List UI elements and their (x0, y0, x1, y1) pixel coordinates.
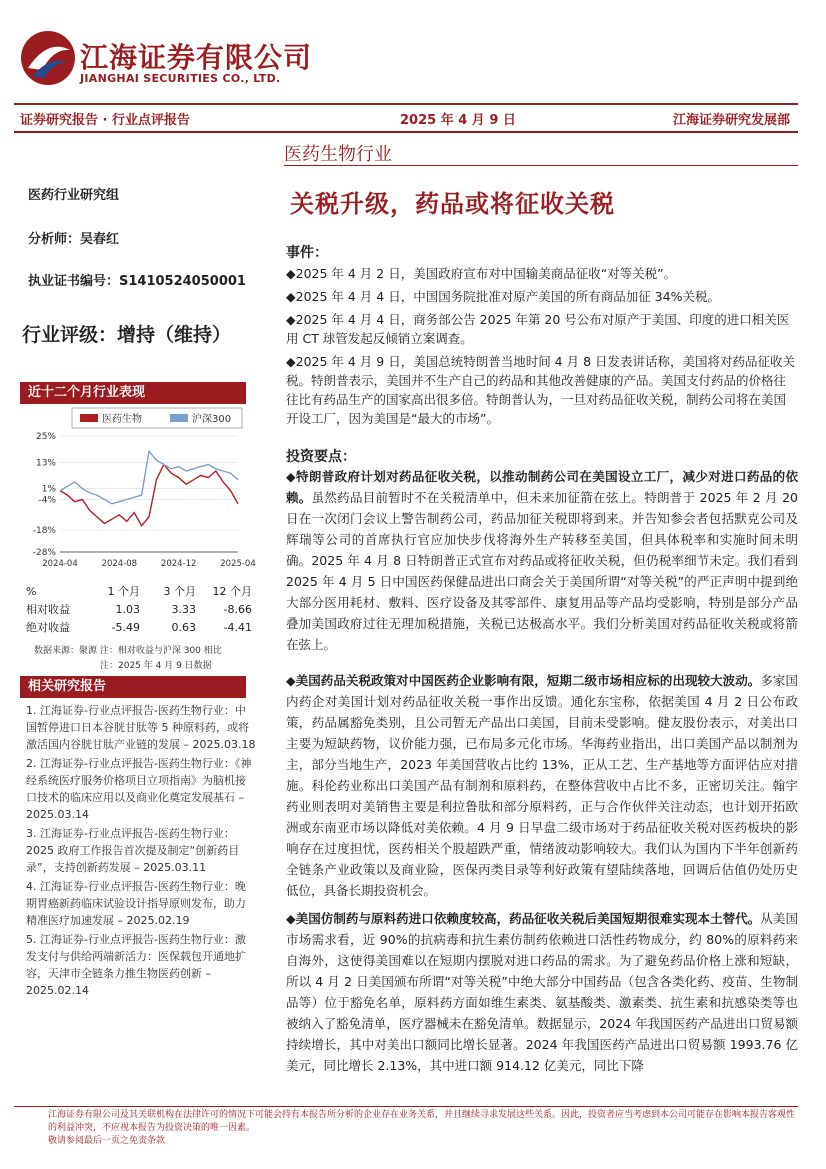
related-report-item[interactable]: 2. 江海证券-行业点评报告-医药生物行业：《神经系统医疗服务价格项目立项指南》为脑机接口技术的临床应用以及商业化奠定发展基石 – 2025.03.14 (26, 757, 252, 821)
performance-chart (20, 406, 256, 574)
footer (48, 1109, 798, 1148)
y-tick-label: -4% (38, 495, 56, 506)
industry-label: 医药生物行业 (284, 144, 392, 165)
table-cell: 12 个月 (212, 585, 252, 598)
header-bar (14, 103, 798, 133)
event-item: ◆2025 年 4 月 4 日，中国国务院批准对原产美国的所有商品加征 34%关税。 (286, 289, 720, 304)
x-tick-label: 2024-08 (101, 559, 138, 569)
event-item: ◆2025 年 4 月 2 日，美国政府宣布对中国输美商品征收“对等关税”。 (286, 266, 677, 281)
y-tick-label: 25% (35, 432, 56, 442)
x-tick-label: 2024-12 (160, 559, 197, 569)
disclaimer-text: 江海证券有限公司及其关联机构在法律许可的情况下可能会持有本报告所分析的企业存在业务关系，并且继续寻求发展这些关系。因此，投资者应当考虑到本公司可能存在影响本报告客观性的利益冲突，不应视本报告为投资决策的唯一因素。 (48, 1110, 796, 1133)
series-line-医药生物 (60, 465, 238, 526)
point-1-lead: ◆特朗普政府计划对药品征收关税，以推动制药公司在美国设立工厂，减少对进口药品的依赖。 (286, 469, 798, 505)
research-group: 医药行业研究组 (28, 188, 120, 203)
performance-table (26, 583, 256, 637)
events-heading: 事件： (286, 245, 328, 261)
divider (284, 165, 798, 166)
table-cell: -4.41 (223, 621, 252, 634)
legend-swatch (170, 414, 188, 422)
table-cell: 1 个月 (107, 585, 140, 598)
table-row (26, 619, 256, 637)
point-2-body: 多家国内药企对美国计划对药品征收关税一事作出反馈。通化东宝称，依据美国 4 月 2 日公布政策，药品属豁免类别，且公司暂无产品出口美国，目前未受影响。健友股份表示，对美出口主要为短缺药物，议价能力强，已布局多元化市场。华海药业指出，出口美国产品以制剂为主，部分当地生产，2023 年美国营收占比约 13%，正从工艺、生产基地等方面评估应对措施。科伦药业称出口美国产品有制剂和原料药，在整体营收中占比不多，正密切关注。翰宇药业则表明对美销售主要是利拉鲁肽和部分原料药，正与合作伙伴关注动态，也计划开拓欧洲或东南亚市场以降低对美依赖。4 月 9 日早盘二级市场对于药品征收关税对医药板块的影响存在过度担忧，医药相关个股超跌严重，情绪波动影响较大。我们认为国内下半年创新药全链条产业政策以及商业险，医保丙类目录等利好政策有望陆续落地，回调后估值仍处历史低位，具备长期投资机会。 (286, 673, 798, 898)
table-cell: 0.63 (171, 621, 196, 634)
related-report-item[interactable]: 5. 江海证券-行业点评报告-医药生物行业：激发支付与供给两端新活力：医保载包开通地扩容，天津市全链条力推生物医药创新 – 2025.02.14 (26, 933, 246, 997)
legend-swatch (80, 414, 98, 422)
company-name-en: JIANGHAI SECURITIES CO., LTD. (80, 72, 281, 85)
table-cell: 3 个月 (163, 585, 196, 598)
y-tick-label: 1% (41, 484, 56, 495)
investment-point-1 (286, 466, 798, 655)
perf-note-source: 数据来源：聚源 注：相对收益与沪深 300 相比 (34, 646, 222, 656)
industry-rating: 行业评级：增持（维持） (22, 324, 232, 346)
report-date: 2025 年 4 月 9 日 (400, 113, 516, 128)
related-section-title: 相关研究报告 (20, 676, 246, 698)
point-2-lead: ◆美国药品关税政策对中国医药企业影响有限，短期二级市场相应标的出现较大波动。 (286, 673, 761, 688)
table-header (26, 583, 256, 601)
y-tick-label: 13% (35, 458, 56, 469)
y-tick-label: -18% (32, 526, 56, 537)
table-cell: 3.33 (171, 603, 196, 616)
disclaimer-note: 敬请参阅最后一页之免责条款 (48, 1136, 166, 1146)
related-report-item[interactable]: 4. 江海证券-行业点评报告-医药生物行业：晚期胃癌新药临床试验设计指导原则发布，助力精准医疗加速发展 – 2025.02.19 (26, 880, 246, 927)
x-tick-label: 2025-04 (220, 559, 256, 569)
legend-label: 医药生物 (102, 414, 142, 425)
point-3-lead: ◆美国仿制药与原料药进口依赖度较高，药品征收关税后美国短期很难实现本土替代。 (286, 911, 761, 926)
company-logo (18, 28, 78, 88)
table-cell: 绝对收益 (26, 621, 70, 634)
table-cell: 相对收益 (26, 603, 70, 616)
point-3-body: 从美国市场需求看，近 90%的抗病毒和抗生素仿制药依赖进口活性药物成分，约 80%的原料药来自海外，这使得美国难以在短期内摆脱对进口药品的需求。为了避免药品价格上涨和短缺，所以 4 月 2 日美国颁布所谓“对等关税”中绝大部分中国药品（包含各类化药、疫苗、生物制品等）位于豁免名单，原料药方面如维生素类、氨基酸类、激素类、抗生素和抗感染类等也被纳入了豁免清单，医疗器械未在豁免清单。数据显示，2024 年我国医药产品进出口贸易额持续增长，其中对美出口额同比增长显著。2024 年我国医药产品进出口贸易额 1993.76 亿美元，同比增长 2.13%，其中进口额 914.12 亿美元，同比下降 (286, 911, 798, 1073)
table-cell: -8.66 (223, 603, 252, 616)
table-cell: 1.03 (115, 603, 140, 616)
report-title: 关税升级，药品或将征收关税 (290, 190, 615, 218)
perf-note-date: 注：2025 年 4 月 9 日数据 (100, 661, 212, 671)
company-name-cn: 江海证券有限公司 (80, 41, 313, 74)
event-item: ◆2025 年 4 月 9 日，美国总统特朗普当地时间 4 月 8 日发表讲话称，美国将对药品征收关税。特朗普表示，美国并不生产自己的药品和其他改善健康的产品。美国支付药品的价格往往比有药品生产的国家高出很多倍。特朗普认为，一旦对药品征收关税，制药公司将在美国开设工厂，因为美国是“最大的市场”。 (286, 354, 795, 426)
related-report-item[interactable]: 3. 江海证券-行业点评报告-医药生物行业：2025 政府工作报告首次提及制定“创新药目录”，支持创新药发展 – 2025.03.11 (26, 827, 240, 874)
table-cell: -5.49 (111, 621, 140, 634)
report-type: 证券研究报告 · 行业点评报告 (20, 113, 190, 128)
legend-label: 沪深300 (192, 414, 232, 425)
y-tick-label: -28% (32, 548, 56, 558)
chart-section-title: 近十二个月行业表现 (20, 382, 246, 404)
table-row (26, 601, 256, 619)
related-report-item[interactable]: 1. 江海证券-行业点评报告-医药生物行业：中国暂停进口日本谷胱甘肽等 5 种原料药，或将激活国内谷胱甘肽产业链的发展 – 2025.03.18 (26, 704, 256, 751)
investment-point-3 (286, 908, 798, 1092)
analyst: 分析师：吴春红 (28, 232, 120, 247)
related-reports-list (26, 702, 256, 1001)
table-cell: % (26, 585, 37, 598)
investment-heading: 投资要点： (286, 449, 356, 465)
x-tick-label: 2024-04 (42, 559, 78, 569)
events-list (286, 264, 798, 432)
series-line-沪深300 (60, 451, 238, 504)
investment-point-2 (286, 670, 798, 901)
point-1-body: 虽然药品目前暂时不在关税清单中，但未来加征箭在弦上。特朗普于 2025 年 2 月 20 日在一次闭门会议上警告制药公司，药品加征关税即将到来。并告知参会者包括默克公司及辉瑞等公司的首席执行官应加快步伐将海外生产转移至美国，但具体税率和实施时间未明确。2025 年 4 月 8 日特朗普正式宣布对药品或将征收关税，但仍税率细节未定。我们看到 2025 年 4 月 5 日中国医药保健品进出口商会关于美国所谓“对等关税”的严正声明中提到绝大部分医用耗材、敷料、医疗设备及其零部件、康复用品等产品均受影响，特别是部分产品叠加美国政府过往无理加税措施，关税已达极高水平。我们分析美国对药品征收关税或将箭在弦上。 (286, 490, 798, 652)
cert-number: 执业证书编号：S1410524050001 (28, 274, 246, 289)
department: 江海证券研究发展部 (672, 113, 790, 128)
footer-divider (14, 1106, 798, 1107)
event-item: ◆2025 年 4 月 4 日，商务部公告 2025 年第 20 号公布对原产于美国、印度的进口相关医用 CT 球管发起反倾销立案调查。 (286, 312, 790, 346)
